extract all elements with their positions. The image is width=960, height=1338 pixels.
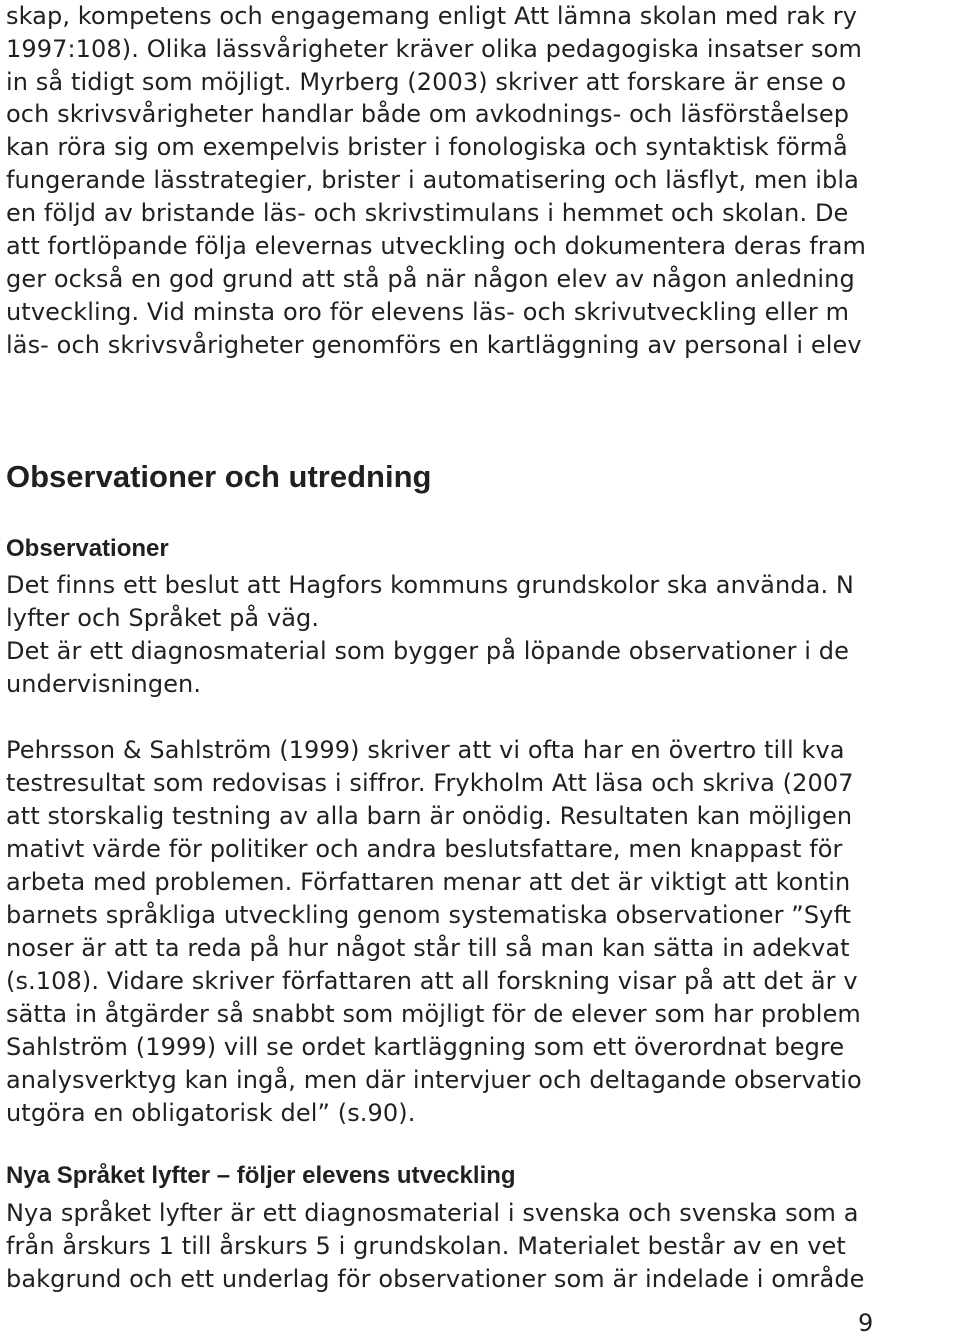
text-line: Nya språket lyfter är ett diagnosmaterial i svenska och svenska som a bbox=[6, 1199, 859, 1227]
text-line: utveckling. Vid minsta oro för elevens läs- och skrivutveckling eller m bbox=[6, 298, 850, 326]
text-line: från årskurs 1 till årskurs 5 i grundskolan. Materialet består av en vet bbox=[6, 1232, 846, 1260]
text-line: lyfter och Språket på väg. bbox=[6, 604, 320, 632]
text-line: att storskalig testning av alla barn är onödig. Resultaten kan möjligen bbox=[6, 802, 853, 830]
text-line: in så tidigt som möjligt. Myrberg (2003) skriver att forskare är ense o bbox=[6, 68, 847, 96]
subheading-sprak-lyfter: Nya Språket lyfter – följer elevens utveckling bbox=[6, 1162, 516, 1189]
text-line: kan röra sig om exempelvis brister i fonologiska och syntaktisk förmå bbox=[6, 133, 848, 161]
text-line: Pehrsson & Sahlström (1999) skriver att vi ofta har en övertro till kva bbox=[6, 736, 845, 764]
text-line: fungerande lässtrategier, brister i automatisering och läsflyt, men ibla bbox=[6, 166, 859, 194]
text-line: analysverktyg kan ingå, men där intervjuer och deltagande observatio bbox=[6, 1066, 862, 1094]
text-line: undervisningen. bbox=[6, 670, 202, 698]
section-heading: Observationer och utredning bbox=[6, 459, 432, 494]
text-line: Det finns ett beslut att Hagfors kommuns grundskolor ska använda. N bbox=[6, 571, 854, 599]
text-line: en följd av bristande läs- och skrivstimulans i hemmet och skolan. De bbox=[6, 199, 849, 227]
text-line: (s.108). Vidare skriver författaren att all forskning visar på att det är v bbox=[6, 967, 858, 995]
text-line: noser är att ta reda på hur något står till så man kan sätta in adekvat bbox=[6, 934, 850, 962]
text-line: testresultat som redovisas i siffror. Frykholm Att läsa och skriva (2007 bbox=[6, 769, 854, 797]
text-line: barnets språkliga utveckling genom systematiska observationer ”Syft bbox=[6, 901, 852, 929]
text-line: arbeta med problemen. Författaren menar att det är viktigt att kontin bbox=[6, 868, 851, 896]
text-line: och skrivsvårigheter handlar både om avkodnings- och läsförståelsep bbox=[6, 100, 850, 128]
text-line: Sahlström (1999) vill se ordet kartläggning som ett överordnat begre bbox=[6, 1033, 845, 1061]
text-line: mativt värde för politiker och andra beslutsfattare, men knappast för bbox=[6, 835, 843, 863]
text-line: 1997:108). Olika lässvårigheter kräver olika pedagogiska insatser som bbox=[6, 35, 862, 63]
text-line: Det är ett diagnosmaterial som bygger på löpande observationer i de bbox=[6, 637, 850, 665]
text-line: sätta in åtgärder så snabbt som möjligt för de elever som har problem bbox=[6, 1000, 861, 1028]
text-line: läs- och skrivsvårigheter genomförs en kartläggning av personal i elev bbox=[6, 331, 862, 359]
page-number: 9 bbox=[858, 1309, 874, 1337]
text-line: utgöra en obligatorisk del” (s.90). bbox=[6, 1099, 416, 1127]
text-line: att fortlöpande följa elevernas utveckling och dokumentera deras fram bbox=[6, 232, 867, 260]
text-line: bakgrund och ett underlag för observationer som är indelade i område bbox=[6, 1265, 865, 1293]
text-line: skap, kompetens och engagemang enligt Att lämna skolan med rak ry bbox=[6, 2, 858, 30]
text-line: ger också en god grund att stå på när någon elev av någon anledning bbox=[6, 265, 855, 293]
subheading-observationer: Observationer bbox=[6, 535, 169, 562]
